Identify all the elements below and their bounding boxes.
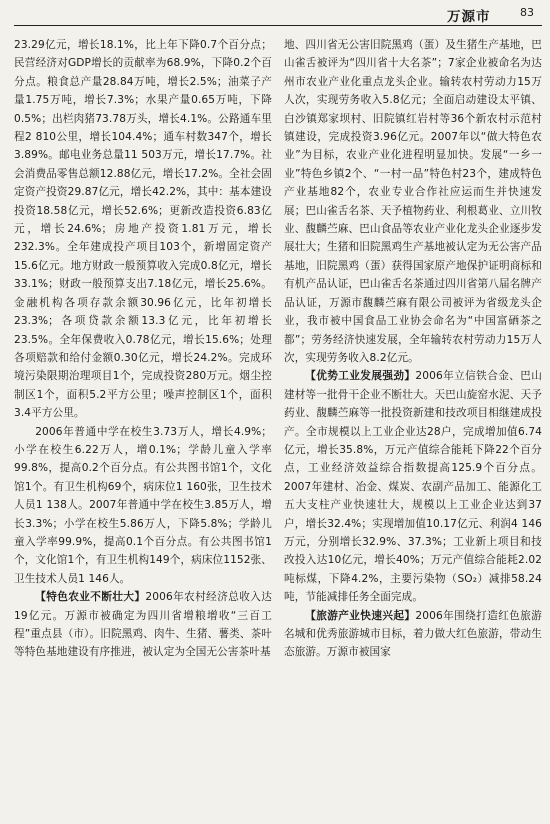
paragraph-agriculture <box>14 588 272 662</box>
paragraph-agriculture-continued: 地、四川省无公害旧院黑鸡（蛋）及生猪生产基地，巴山雀舌被评为“四川省十大名茶”；7家企业被命名为达州市农业产业化重点龙头企业。输转农村劳动力15万人次，实现劳务收入5.8亿元；全面启动建设太平镇、白沙镇郑家坝村、旧院镇红岩村等36个新农村示范村镇建设，完成投资3.96亿元。2007年以“做大特色农业”为目标，农业产业化进程明显加快。发展“一乡一业”特色乡镇2个、“一村一品”特色村23个，建成特色产业基地82个，农业专业合作社应运而生并快速发展；巴山雀舌名茶、天予植物药业、利根葛业、立川牧业、馥麟苎麻、巴山食品等农业产业化龙头企业逐步发展壮大；生猪和旧院黑鸡生产基地被认定为无公害产品基地，旧院黑鸡（蛋）获得国家原产地保护证明商标和有机产品认证，巴山雀舌名茶通过四川省第八届名牌产品认证，万源市馥麟苎麻有限公司被评为省级龙头企业，我市被中国食品工业协会命名为“中国富硒茶之都”；劳务经济快速发展，全年输转农村劳动力15万人次，实现劳务收入8.2亿元。 <box>284 39 542 364</box>
section-heading-tourism: 【旅游产业快速兴起】 <box>305 609 416 622</box>
paragraph-education-health: 2006年普通中学在校生3.73万人，增长4.9%；小学在校生6.22万人，增0.1%；学龄儿童入学率99.8%，提高0.2个百分点。有公共图书馆1个，文化馆1个。有卫生机构69个，病床位1 160张，卫生技术人员1 138人。2007年普通中学在校生3.85万人，增长3.3%；小学在校生5.86万人，下降5.8%；学龄儿童入学率99.9%，提高0.1个百分点。有公共图书馆1个，文化馆1个，有卫生机构149个，病床位1152张、卫生技术人员1 146人。 <box>14 425 272 585</box>
paragraph-economy-stats: 23.29亿元，增长18.1%，比上年下降0.7个百分点；民营经济对GDP增长的贡献率为68.9%，下降0.2个百分点。粮食总产量28.84万吨，增长2.5%；油菜子产量1.75万吨，增长7.3%；水果产量0.65万吨，下降0.5%；出栏肉猪73.78万头，增长4.1%。公路通车里程2 810公里，增长104.4%；通车村数347个，增长3.89%。邮电业务总量11 503万元，增长17.7%。社会消费品零售总额12.88亿元，增长17.2%。全社会固定资产投资29.87亿元，增长42.2%，其中：基本建设投资18.58亿元，增长52.6%；更新改造投资6.83亿元，增长24.6%；房地产投资1.81万元，增长232.3%。全年建成投产项目103个，新增固定资产15.6亿元。地方财政一般预算收入完成0.8亿元，增长33.1%；财政一般预算支出7.18亿元，增长25.6%。金融机构各项存款余额30.96亿元，比年初增长23.3%；各项贷款余额13.3亿元，比年初增长23.5%。全年保费收入0.78亿元，增长15.6%；处理各项赔款和给付金额0.30亿元，增长24.2%。完成环境污染限期治理项目1个，完成投资280万元。烟尘控制区1个，面积5.2平方公里；噪声控制区1个，面积3.4平方公里。 <box>14 39 272 420</box>
page-header <box>0 0 550 26</box>
section-heading-agriculture: 【特色农业不断壮大】 <box>35 591 146 604</box>
agriculture-text: 2006年农村经济总收入达19亿元。万源市被确定为四川省增粮增收“三百工程”重点县（市）。旧院黑鸡、肉牛、生猪、薯类、茶叶等特色基地建设有序推进，被认定为全国无公害茶叶基 <box>14 591 272 659</box>
section-heading-industry: 【优势工业发展强劲】 <box>305 370 416 383</box>
left-column <box>14 36 272 822</box>
paragraph-industry <box>284 367 542 606</box>
tourism-text: 2006年围绕打造红色旅游名城和优秀旅游城市目标，着力做大红色旅游，带动生态旅游。万源市被国家 <box>284 609 542 659</box>
header-rule <box>14 25 542 26</box>
page-number: 83 <box>520 6 534 19</box>
running-head-title: 万源市 <box>447 9 491 25</box>
paragraph-tourism <box>284 607 542 662</box>
industry-text: 2006年立信铁合金、巴山建材等一批骨干企业不断壮大。天巴山旋窑水泥、天予药业、馥麟苎麻等一批投资新建和技改项目相继建成投产。全市规模以上工业企业达28户，完成增加值6.74亿元，增长35.8%，万元产值综合能耗下降22个百分点，工业经济效益综合指数提高125.9个百分点。2007年建材、冶金、煤炭、农副产品加工、能源化工五大支柱产业快速壮大，规模以上工业企业达到37户，增长32.4%；实现增加值10.17亿元、利润4 146万元，分别增长32.9%、37.3%；工业新上项目和技改投入达10亿元，增长40%；万元产值综合能耗2.02吨标煤，下降4.2%，主要污染物（SO₂）减排58.24吨，节能减排任务全面完成。 <box>284 370 542 604</box>
right-column <box>284 36 542 822</box>
